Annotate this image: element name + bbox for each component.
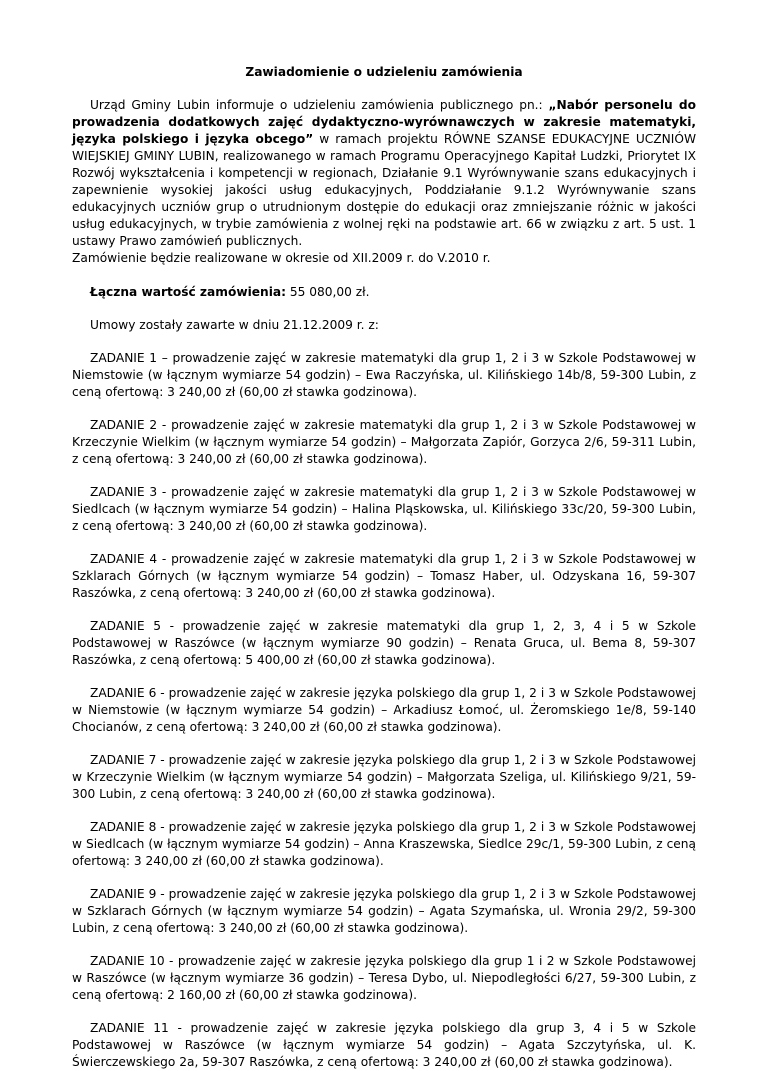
task-5: ZADANIE 5 - prowadzenie zajęć w zakresie matematyki dla grup 1, 2, 3, 4 i 5 w Szkole Podstawowej w Raszówce (w łącznym wymiarze 90 godzin) – Renata Gruca, ul. Bema 8, 59-307 Raszówka, z ceną ofertową: 5 400,00 zł (60,00 zł stawka godzinowa). — [72, 619, 696, 667]
task-4: ZADANIE 4 - prowadzenie zajęć w zakresie matematyki dla grup 1, 2 i 3 w Szkole Podstawowej w Szklarach Górnych (w łącznym wymiarze 54 godzin) – Tomasz Haber, ul. Odzyskana 16, 59-307 Raszówka, z ceną ofertową: 3 240,00 zł (60,00 zł stawka godzinowa). — [72, 552, 696, 600]
task-6: ZADANIE 6 - prowadzenie zajęć w zakresie języka polskiego dla grup 1, 2 i 3 w Szkole Podstawowej w Niemstowie (w łącznym wymiarze 54 godzin) – Arkadiusz Łomoć, ul. Żeromskiego 1e/8, 59-140 Chocianów, z ceną ofertową: 3 240,00 zł (60,00 zł stawka godzinowa). — [72, 686, 696, 734]
total-value-amount: 55 080,00 zł. — [285, 285, 370, 299]
task-1: ZADANIE 1 – prowadzenie zajęć w zakresie matematyki dla grup 1, 2 i 3 w Szkole Podstawowej w Niemstowie (w łącznym wymiarze 54 godzin) – Ewa Raczyńska, ul. Kilińskiego 14b/8, 59-300 Lubin, z ceną ofertową: 3 240,00 zł (60,00 zł stawka godzinowa). — [72, 351, 696, 399]
total-value-line — [90, 284, 696, 301]
task-8: ZADANIE 8 - prowadzenie zajęć w zakresie języka polskiego dla grup 1, 2 i 3 w Szkole Podstawowej w Siedlcach (w łącznym wymiarze 54 godzin) – Anna Kraszewska, Siedlce 29c/1, 59-300 Lubin, z ceną ofertową: 3 240,00 zł (60,00 zł stawka godzinowa). — [72, 820, 696, 868]
document-title: Zawiadomienie o udzieleniu zamówienia — [245, 65, 523, 79]
task-11: ZADANIE 11 - prowadzenie zajęć w zakresie języka polskiego dla grup 3, 4 i 5 w Szkole Podstawowej w Raszówce (w łącznym wymiarze 54 godzin) – Agata Szczytyńska, ul. K. Świerczewskiego 2a, 59-307 Raszówka, z ceną ofertową: 3 240,00 zł (60,00 zł stawka godzinowa). — [72, 1021, 696, 1069]
task-7: ZADANIE 7 - prowadzenie zajęć w zakresie języka polskiego dla grup 1, 2 i 3 w Szkole Podstawowej w Krzeczynie Wielkim (w łącznym wymiarze 54 godzin) – Małgorzata Szeliga, ul. Kilińskiego 9/21, 59-300 Lubin, z ceną ofertową: 3 240,00 zł (60,00 zł stawka godzinowa). — [72, 753, 696, 801]
tender-name: „Nabór personelu do prowadzenia dodatkowych zajęć dydaktyczno-wyrównawczych w zakresie matematyki, języka polskiego i języka obcego” — [72, 98, 696, 146]
task-10: ZADANIE 10 - prowadzenie zajęć w zakresie języka polskiego dla grup 1 i 2 w Szkole Podstawowej w Raszówce (w łącznym wymiarze 36 godzin) – Teresa Dybo, ul. Niepodległości 6/27, 59-300 Lubin, z ceną ofertową: 2 160,00 zł (60,00 zł stawka godzinowa). — [72, 954, 696, 1002]
task-2: ZADANIE 2 - prowadzenie zajęć w zakresie matematyki dla grup 1, 2 i 3 w Szkole Podstawowej w Krzeczynie Wielkim (w łącznym wymiarze 54 godzin) – Małgorzata Zapiór, Gorzyca 2/6, 59-311 Lubin, z ceną ofertową: 3 240,00 zł (60,00 zł stawka godzinowa). — [72, 418, 696, 466]
task-9: ZADANIE 9 - prowadzenie zajęć w zakresie języka polskiego dla grup 1, 2 i 3 w Szkole Podstawowej w Szklarach Górnych (w łącznym wymiarze 54 godzin) – Agata Szymańska, ul. Wronia 29/2, 59-300 Lubin, z ceną ofertową: 3 240,00 zł (60,00 zł stawka godzinowa). — [72, 887, 696, 935]
task-3: ZADANIE 3 - prowadzenie zajęć w zakresie matematyki dla grup 1, 2 i 3 w Szkole Podstawowej w Siedlcach (w łącznym wymiarze 54 godzin) – Halina Pląskowska, ul. Kilińskiego 33c/20, 59-300 Lubin, z ceną ofertową: 3 240,00 zł (60,00 zł stawka godzinowa). — [72, 485, 696, 533]
intro-paragraph — [72, 97, 696, 267]
intro-lead: Urząd Gminy Lubin informuje o udzieleniu zamówienia publicznego pn.: — [90, 98, 549, 112]
total-value-label: Łączna wartość zamówienia: — [90, 285, 286, 299]
intro-period: Zamówienie będzie realizowane w okresie od XII.2009 r. do V.2010 r. — [72, 251, 491, 265]
contracts-intro: Umowy zostały zawarte w dniu 21.12.2009 r. z: — [90, 318, 379, 332]
intro-body: w ramach projektu RÓWNE SZANSE EDUKACYJNE UCZNIÓW WIEJSKIEJ GMINY LUBIN, realizowanego w ramach Programu Operacyjnego Kapitał Ludzki, Priorytet IX Rozwój wykształcenia i kompetencji w regionach, Działanie 9.1 Wyrównywanie szans edukacyjnych i zapewnienie wysokiej jakości usług edukacyjnych, Poddziałanie 9.1.2 Wyrównywanie szans edukacyjnych uczniów grup o utrudnionym dostępie do edukacji oraz zmniejszanie różnic w jakości usług edukacyjnych, w trybie zamówienia z wolnej ręki na podstawie art. 66 w związku z art. 5 ust. 1 ustawy Prawo zamówień publicznych. — [72, 132, 696, 248]
